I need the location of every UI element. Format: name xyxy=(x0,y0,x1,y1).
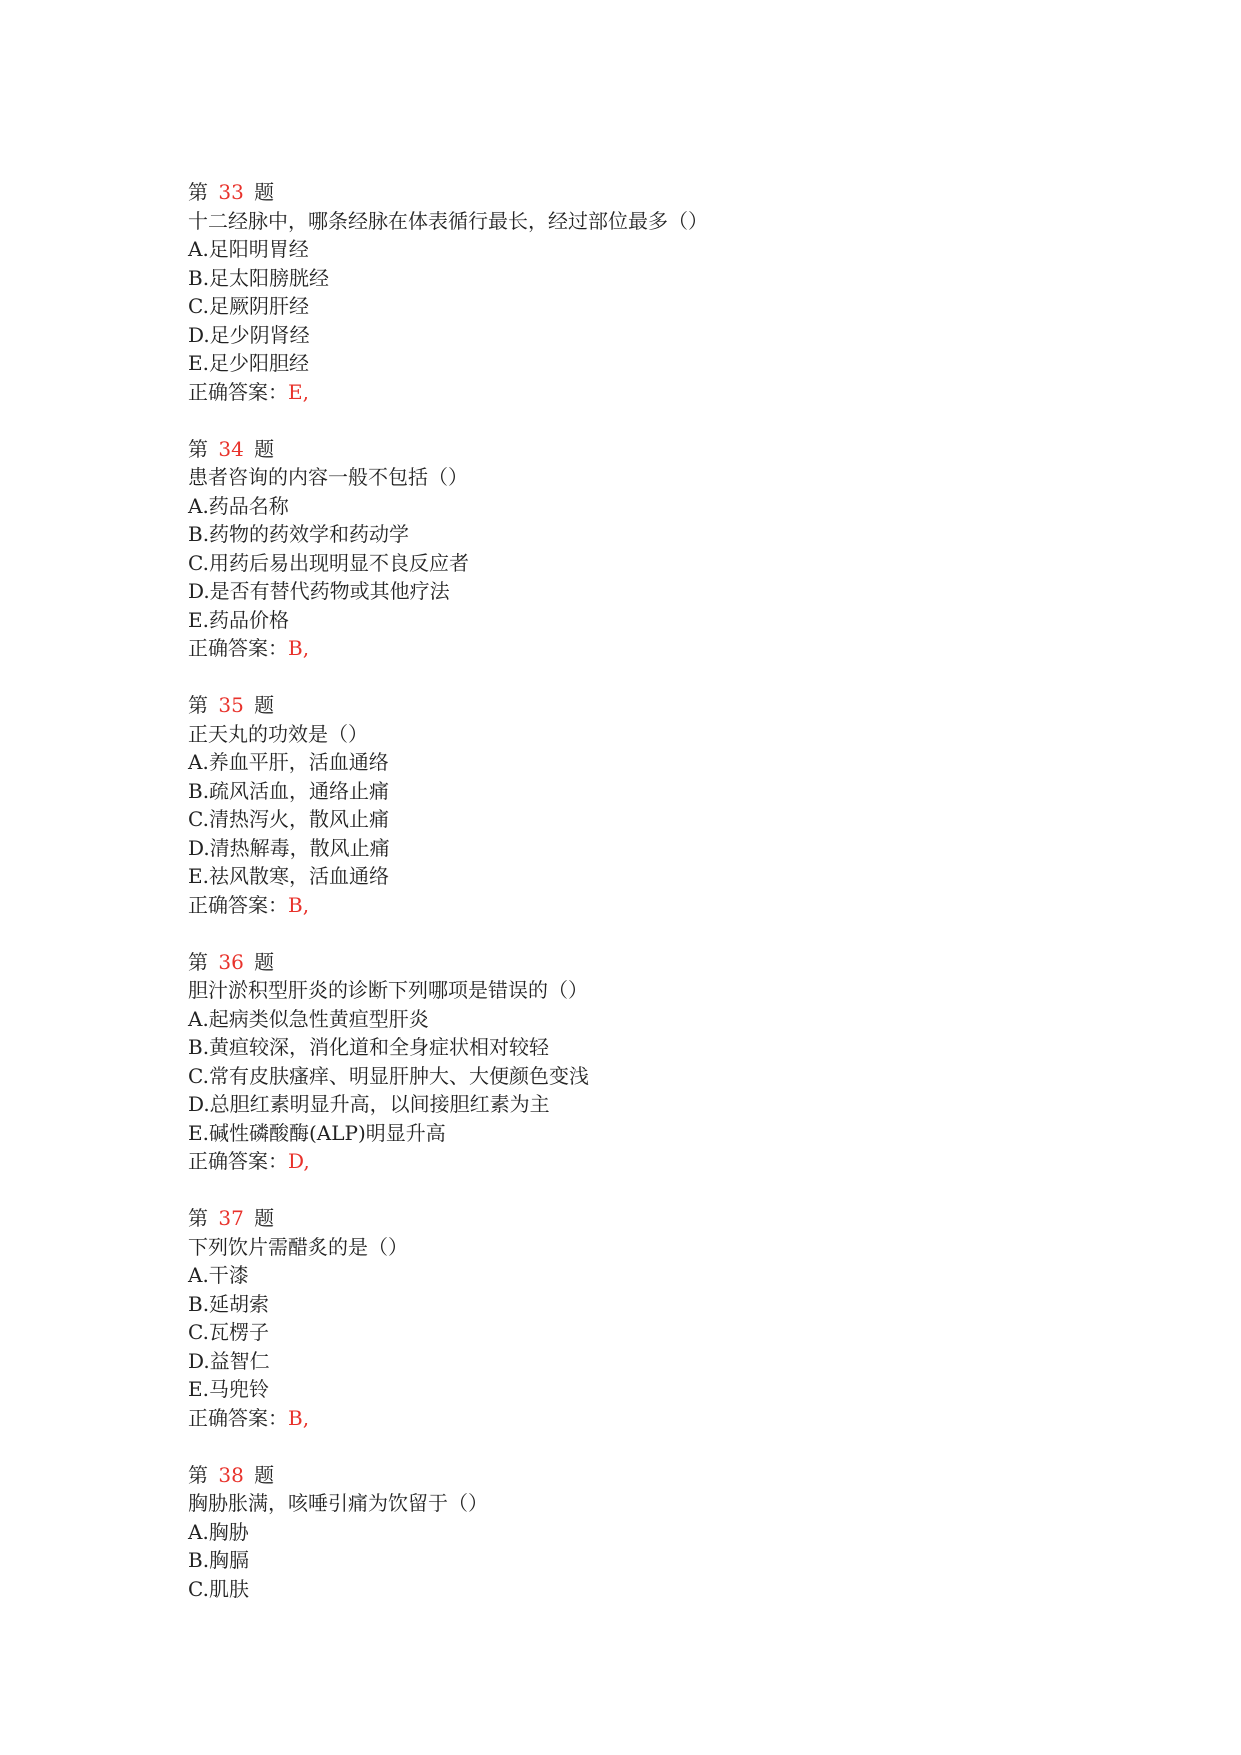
answer-value: B, xyxy=(288,892,310,917)
option-d: D.总胆红素明显升高，以间接胆红素为主 xyxy=(188,1092,550,1116)
question-stem: 正天丸的功效是（） xyxy=(188,721,368,746)
option-e: E.碱性磷酸酶(ALP)明显升高 xyxy=(188,1120,446,1145)
question-header xyxy=(188,1461,1188,1490)
question-number: 34 xyxy=(218,436,244,461)
option-d: D.清热解毒，散风止痛 xyxy=(188,835,390,860)
answer-value: B, xyxy=(288,1405,310,1430)
question-header xyxy=(188,948,1188,977)
question-prefix: 第 xyxy=(188,180,208,204)
question-prefix: 第 xyxy=(188,436,208,461)
question-block xyxy=(188,178,1188,406)
option-c: C.清热泻火，散风止痛 xyxy=(188,807,389,831)
question-stem: 十二经脉中，哪条经脉在体表循行最长，经过部位最多（） xyxy=(188,208,708,233)
question-block xyxy=(188,1461,1188,1604)
option-b: B.足太阳膀胱经 xyxy=(188,265,330,290)
answer-label: 正确答案： xyxy=(188,1149,288,1173)
question-stem: 下列饮片需醋炙的是（） xyxy=(188,1234,408,1259)
option-e: E.祛风散寒，活血通络 xyxy=(188,864,389,888)
answer-line xyxy=(188,1404,1188,1433)
option-d: D.是否有替代药物或其他疗法 xyxy=(188,579,450,603)
answer-label: 正确答案： xyxy=(188,1405,288,1430)
question-suffix: 题 xyxy=(254,436,275,461)
option-e: E.足少阳胆经 xyxy=(188,351,309,375)
option-b: B.疏风活血，通络止痛 xyxy=(188,778,390,803)
answer-line xyxy=(188,378,1188,407)
answer-line xyxy=(188,891,1188,920)
answer-line xyxy=(188,634,1188,663)
answer-label: 正确答案： xyxy=(188,379,288,404)
option-d: D.足少阴肾经 xyxy=(188,322,310,347)
option-a: A.胸胁 xyxy=(188,1519,249,1544)
question-prefix: 第 xyxy=(188,693,208,717)
option-c: C.常有皮肤瘙痒、明显肝肿大、大便颜色变浅 xyxy=(188,1063,589,1088)
option-a: A.起病类似急性黄疸型肝炎 xyxy=(188,1006,429,1031)
option-b: B.黄疸较深，消化道和全身症状相对较轻 xyxy=(188,1035,550,1059)
option-b: B.延胡索 xyxy=(188,1291,270,1316)
option-e: E.药品价格 xyxy=(188,607,289,632)
question-block xyxy=(188,948,1188,1176)
question-suffix: 题 xyxy=(254,180,275,204)
question-list xyxy=(188,178,1188,1632)
question-header xyxy=(188,435,1188,464)
option-e: E.马兜铃 xyxy=(188,1377,269,1401)
option-d: D.益智仁 xyxy=(188,1348,270,1373)
question-prefix: 第 xyxy=(188,949,208,974)
question-number: 36 xyxy=(218,949,244,974)
option-c: C.瓦楞子 xyxy=(188,1320,269,1344)
question-number: 33 xyxy=(218,180,244,204)
option-c: C.用药后易出现明显不良反应者 xyxy=(188,550,469,575)
option-b: B.胸膈 xyxy=(188,1548,250,1572)
option-a: A.足阳明胃经 xyxy=(188,237,309,261)
answer-line xyxy=(188,1147,1188,1176)
option-a: A.药品名称 xyxy=(188,493,289,518)
question-header xyxy=(188,691,1188,720)
question-prefix: 第 xyxy=(188,1206,208,1230)
question-header xyxy=(188,178,1188,207)
question-block xyxy=(188,435,1188,663)
question-stem: 患者咨询的内容一般不包括（） xyxy=(188,465,468,489)
answer-value: E, xyxy=(288,379,309,404)
question-block xyxy=(188,691,1188,919)
question-suffix: 题 xyxy=(254,693,275,717)
answer-value: B, xyxy=(288,636,310,660)
question-stem: 胆汁淤积型肝炎的诊断下列哪项是错误的（） xyxy=(188,978,588,1002)
answer-label: 正确答案： xyxy=(188,636,288,660)
question-suffix: 题 xyxy=(254,1462,275,1487)
question-block xyxy=(188,1204,1188,1432)
option-c: C.足厥阴肝经 xyxy=(188,294,309,318)
question-number: 37 xyxy=(218,1206,244,1230)
question-suffix: 题 xyxy=(254,949,275,974)
question-number: 35 xyxy=(218,693,244,717)
question-stem: 胸胁胀满，咳唾引痛为饮留于（） xyxy=(188,1491,488,1515)
question-suffix: 题 xyxy=(254,1206,275,1230)
option-a: A.养血平肝，活血通络 xyxy=(188,750,389,774)
answer-value: D, xyxy=(288,1149,310,1173)
question-number: 38 xyxy=(218,1462,244,1487)
question-header xyxy=(188,1204,1188,1233)
option-a: A.干漆 xyxy=(188,1263,249,1287)
option-b: B.药物的药效学和药动学 xyxy=(188,522,410,546)
option-c: C.肌肤 xyxy=(188,1576,249,1601)
answer-label: 正确答案： xyxy=(188,892,288,917)
question-prefix: 第 xyxy=(188,1462,208,1487)
